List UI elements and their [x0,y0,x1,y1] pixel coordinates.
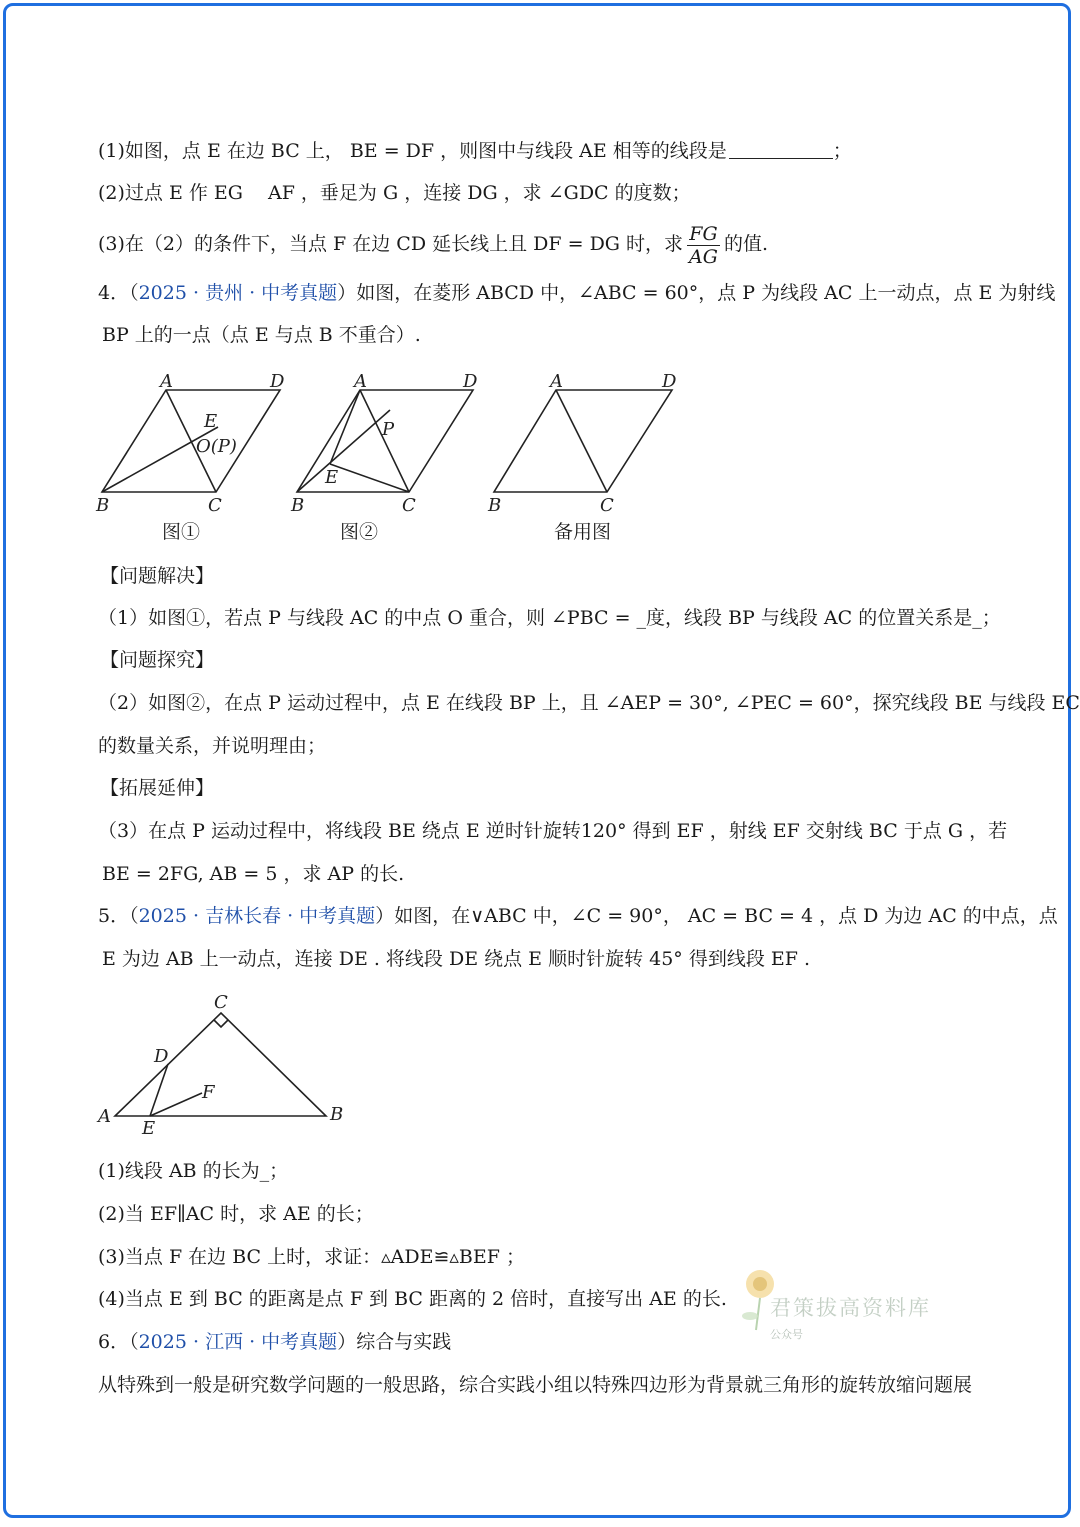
fig2-label-p: P [382,419,395,440]
q5-label-b: B [330,1104,344,1125]
q6-stem: 6．（2025 · 江西 · 中考真题）综合与实践 [98,1331,452,1353]
fig2-caption: 图② [340,521,379,543]
fig2-label-b: B [291,495,305,515]
q5-label-a: A [98,1106,111,1127]
fig3-label-a: A [550,371,563,392]
fig1-label-d: D [270,371,285,392]
q5-source: 2025 · 吉林长春 · 中考真题 [138,905,376,927]
q4-part2: （2）如图②，在点 P 运动过程中，点 E 在线段 BP 上，且 ∠AEP = 30°, ∠PEC = 60°，探究线段 BE 与线段 EC [98,692,1080,714]
heading-extension: 【拓展延伸】 [100,777,215,799]
fig1-label-b: B [96,495,110,515]
q4-part3-line2: BE = 2FG, AB = 5 ，求 AP 的长. [102,863,405,885]
fig1-caption: 图① [162,521,201,543]
q6-source: 2025 · 江西 · 中考真题 [138,1331,338,1353]
q5-stem: 5．（2025 · 吉林长春 · 中考真题）如图，在∨ABC 中，∠C = 90°， AC = BC = 4 ，点 D 为边 AC 的中点，点 [98,905,1058,927]
segment-ef [150,1093,202,1116]
q3-part3: (3)在（2）的条件下，当点 F 在边 CD 延长线上且 DF = DG 时，求 $\frac{FG}{AG}$ 的值. [98,222,768,268]
fig3-diagonal-ac [556,390,607,492]
q4-part2-line2: 的数量关系，并说明理由； [98,735,327,757]
q5-part2: (2)当 EF∥AC 时，求 AE 的长； [98,1203,374,1225]
q4-part3: （3）在点 P 运动过程中，将线段 BE 绕点 E 逆时针旋转120° 得到 EF ，射线 EF 交射线 BC 于点 G ，若 [98,820,1008,842]
fig1-label-a: A [160,371,173,392]
fig1-label-op: O(P) [196,436,237,457]
answer-blank[interactable] [729,140,833,159]
fig3-label-d: D [662,371,677,392]
triangle-abc [115,1013,326,1116]
q4-part1: （1）如图①，若点 P 与线段 AC 的中点 O 重合，则 ∠PBC = _度，线段 BP 与线段 AC 的位置关系是_； [98,607,1001,629]
q5-label-f: F [202,1082,215,1103]
fig3-rhombus [494,390,672,492]
right-angle-mark [214,1020,228,1027]
q3-part1: (1)如图，点 E 在边 BC 上， BE = DF ，则图中与线段 AE 相等的线段是 ； [98,140,852,162]
fig2-label-d: D [463,371,478,392]
q4-stem: 4．（2025 · 贵州 · 中考真题）如图，在菱形 ABCD 中，∠ABC = 60°，点 P 为线段 AC 上一动点，点 E 为射线 [98,282,1056,304]
fig2-label-e: E [325,467,339,488]
q5-figure [90,988,360,1138]
fraction-fg-ag: $\frac{FG}{AG}$ [689,222,718,268]
q5-part4: (4)当点 E 到 BC 的距离是点 F 到 BC 距离的 2 倍时，直接写出 AE 的长. [98,1288,727,1310]
fig3-label-b: B [488,495,502,515]
q5-label-e: E [142,1118,156,1138]
q4-source: 2025 · 贵州 · 中考真题 [138,282,338,304]
fig3-label-c: C [600,495,614,515]
q5-part1: (1)线段 AB 的长为_； [98,1160,289,1182]
q5-part3: (3)当点 F 在边 BC 上时，求证：▵ADE≌▵BEF ； [98,1246,525,1268]
watermark-subtext: 公众号 [770,1328,803,1341]
q3-part2: (2)过点 E 作 EG AF ，垂足为 G ，连接 DG ，求 ∠GDC 的度数； [98,182,691,204]
heading-exploration: 【问题探究】 [100,649,215,671]
q5-label-d: D [154,1046,169,1067]
fig2-label-a: A [354,371,367,392]
fig2-label-c: C [402,495,416,515]
q4-figures [90,365,710,515]
segment-de [150,1064,168,1116]
fig1-label-e: E [204,411,218,432]
fig3-caption: 备用图 [554,521,612,543]
q5-stem-line2: E 为边 AB 上一动点，连接 DE . 将线段 DE 绕点 E 顺时针旋转 45° 得到线段 EF . [102,948,810,970]
watermark-text: 君策拔高资料库 [770,1296,931,1320]
fig1-label-c: C [208,495,222,515]
q4-stem-line2: BP 上的一点（点 E 与点 B 不重合）. [102,324,421,346]
watermark [730,1262,960,1342]
fig2-ae [330,390,360,464]
heading-problem-solving: 【问题解决】 [100,565,215,587]
q6-line2: 从特殊到一般是研究数学问题的一般思路，综合实践小组以特殊四边形为背景就三角形的旋转放缩问题展 [98,1374,973,1396]
q5-label-c: C [214,992,228,1013]
